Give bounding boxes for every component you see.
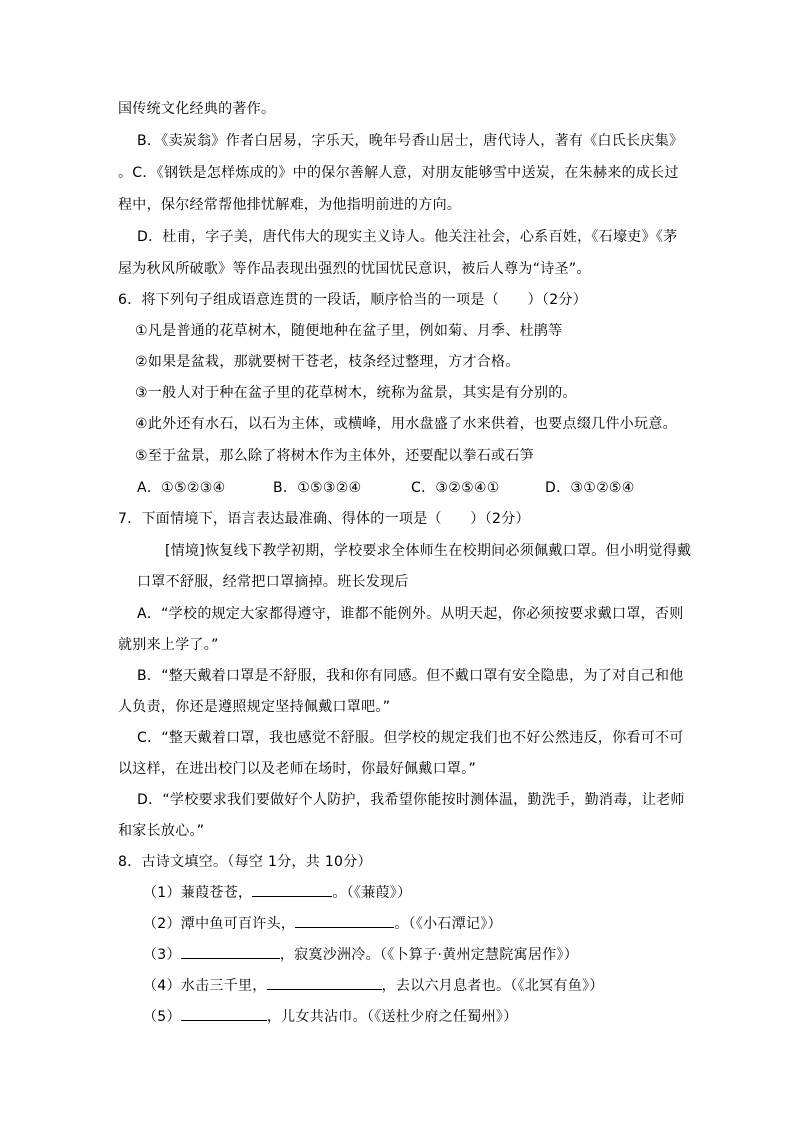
q6-option-c: C．③②⑤④①	[411, 480, 500, 496]
q8-item-5-blank[interactable]	[181, 1006, 267, 1021]
q7-stem: 7．下面情境下，语言表达最准确、得体的一项是（ ）（2分）	[118, 511, 530, 527]
q7-context-line1: [情境]恢复线下教学初期，学校要求全体师生在校期间必须佩戴口罩。但小明觉得戴	[165, 543, 692, 559]
q6-sentence-1: ①凡是普通的花草树木，随便地种在盆子里，例如菊、月季、杜鹃等	[135, 323, 563, 339]
q6-sentence-4: ④此外还有水石，以石为主体，或横峰，用水盘盛了水来供着，也要点缀几件小玩意。	[135, 416, 677, 432]
q8-item-1	[143, 882, 411, 903]
q7-option-c-line2: 以这样，在进出校门以及老师在场时，你最好佩戴口罩。”	[118, 761, 477, 777]
q6-sentence-2: ②如果是盆栽，那就要树干苍老，枝条经过整理，方才合格。	[135, 354, 520, 370]
q5-option-d-line1: D．杜甫，字子美，唐代伟大的现实主义诗人。他关注社会，心系百姓，《石壕吏》《茅	[137, 229, 678, 245]
q8-item-3-pre: （3）	[143, 947, 181, 963]
q8-item-4	[143, 975, 604, 996]
q6-option-d: D．③①②⑤④	[545, 480, 635, 496]
q6-option-b: B．①⑤③②④	[273, 480, 362, 496]
q7-option-b-line2: 人负责，你还是遵照规定坚持佩戴口罩吧。”	[118, 699, 391, 715]
q8-item-5-post: ，儿女共沾巾。（《送杜少府之任蜀州》）	[266, 1009, 518, 1025]
q8-item-2-post: 。（《小石潭记》）	[394, 916, 502, 932]
q7-option-d-line1: D．“学校要求我们要做好个人防护，我希望你能按时测体温，勤洗手，勤消毒，让老师	[137, 792, 685, 808]
q8-item-2-pre: （2）潭中鱼可百许头，	[143, 916, 296, 932]
q8-item-3-post: ，寂寞沙洲冷。（《卜算子·黄州定慧院寓居作》）	[279, 947, 579, 963]
q5-option-c-line2: 程中，保尔经常帮他排忧解难，为他指明前进的方向。	[118, 197, 462, 213]
q8-item-1-blank[interactable]	[252, 882, 332, 897]
q8-item-5	[143, 1006, 518, 1027]
q8-stem: 8．古诗文填空。（每空 1分，共 10分）	[118, 854, 372, 870]
q8-item-3-blank[interactable]	[181, 944, 280, 959]
q6-option-a: A．①⑤②③④	[137, 480, 226, 496]
q7-option-a-line2: 就别来上学了。”	[118, 637, 219, 653]
q8-item-4-post: ，去以六月息者也。（《北冥有鱼》）	[381, 978, 604, 994]
q6-stem: 6．将下列句子组成语意连贯的一段话，顺序恰当的一项是（ ）（2分）	[118, 292, 588, 308]
q6-sentence-5: ⑤至于盆景，那么除了将树木作为主体外，还要配以拳石或石笋	[135, 448, 534, 464]
q7-option-b-line1: B．“整天戴着口罩是不舒服，我和你有同感。但不戴口罩有安全隐患，为了对自己和他	[137, 668, 684, 684]
q8-item-3	[143, 944, 578, 965]
q8-item-4-blank[interactable]	[267, 975, 382, 990]
q8-item-5-pre: （5）	[143, 1009, 181, 1025]
intro-tail: 国传统文化经典的著作。	[118, 101, 276, 117]
q5-option-d-line2: 屋为秋风所破歌》等作品表现出强烈的忧国忧民意识，被后人尊为“诗圣”。	[118, 261, 591, 277]
q8-item-1-post: 。（《蒹葭》）	[332, 885, 412, 901]
q5-option-c-line1: 。C．《钢铁是怎样炼成的》中的保尔善解人意，对朋友能够雪中送炭，在朱赫来的成长过	[118, 165, 679, 181]
q8-item-1-pre: （1）蒹葭苍苍，	[143, 885, 253, 901]
q7-option-c-line1: C．“整天戴着口罩，我也感觉不舒服。但学校的规定我们也不好公然违反，你看可不可	[137, 730, 684, 746]
q7-option-d-line2: 和家长放心。”	[118, 823, 205, 839]
q7-context-line2: 口罩不舒服，经常把口罩摘掉。班长发现后	[137, 574, 409, 590]
q8-item-4-pre: （4）水击三千里，	[143, 978, 267, 994]
q8-item-2	[143, 913, 502, 934]
q7-option-a-line1: A．“学校的规定大家都得遵守，谁都不能例外。从明天起，你必须按要求戴口罩，否则	[137, 606, 684, 622]
q6-sentence-3: ③一般人对于种在盆子里的花草树木，统称为盆景，其实是有分别的。	[135, 385, 577, 401]
q5-option-b: B．《卖炭翁》作者白居易，字乐天，晚年号香山居士，唐代诗人，著有《白氏长庆集》	[137, 133, 684, 149]
q8-item-2-blank[interactable]	[295, 913, 394, 928]
